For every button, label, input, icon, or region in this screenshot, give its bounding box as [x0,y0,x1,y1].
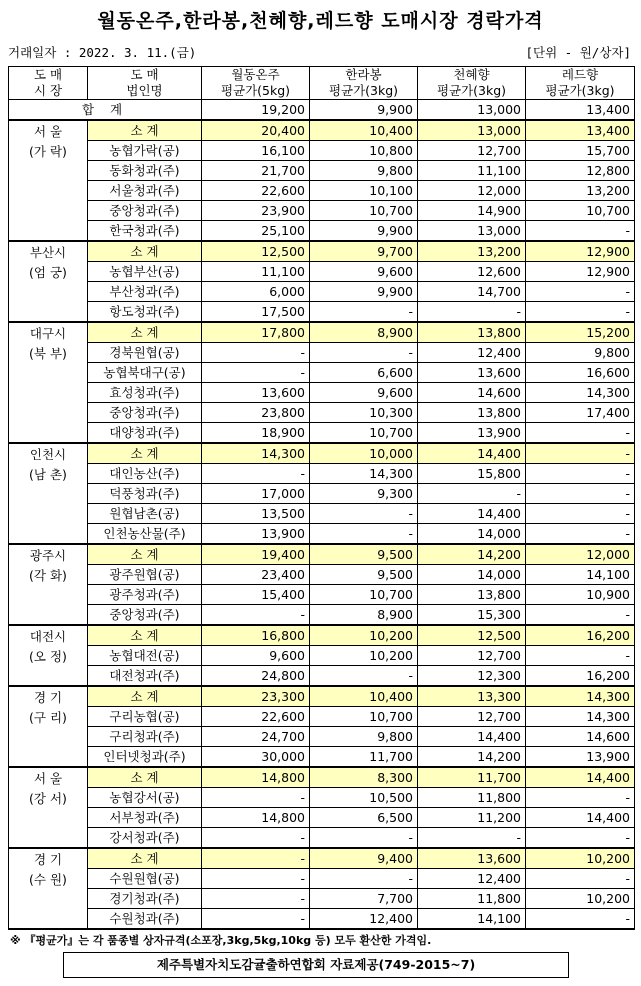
corp-name: 중앙청과(주) [88,403,202,423]
price-cell: - [526,484,635,504]
price-cell: 6,500 [310,808,418,828]
price-cell: 30,000 [202,747,310,768]
price-cell: 9,800 [310,161,418,181]
price-cell: 22,600 [202,707,310,727]
table-row [9,707,635,727]
subtotal-row [9,443,635,464]
header-row [9,67,635,100]
price-cell: 11,100 [418,161,526,181]
header-market: 도 매 시 장 [9,67,88,100]
table-row [9,788,635,808]
table-row [9,363,635,383]
price-cell: 10,100 [310,181,418,201]
corp-name: 소 계 [88,686,202,707]
price-cell: 9,900 [310,282,418,302]
price-cell: 12,800 [526,161,635,181]
corp-name: 소 계 [88,848,202,869]
price-cell: 14,200 [418,747,526,768]
market-cell [9,686,88,767]
price-cell: 9,900 [310,221,418,242]
table-row [9,605,635,626]
market-name: 대전시 [29,629,67,644]
total-value: 13,000 [418,100,526,121]
price-cell: 14,400 [526,808,635,828]
price-cell: 16,100 [202,141,310,161]
price-cell: 17,400 [526,403,635,423]
price-cell: 14,200 [418,544,526,565]
market-name: 경 기 [33,690,63,705]
price-cell: 10,700 [310,201,418,221]
subtotal-row [9,322,635,343]
price-cell: 20,400 [202,120,310,141]
price-cell: - [526,788,635,808]
price-cell: 12,900 [526,241,635,262]
total-value: 19,200 [202,100,310,121]
corp-name: 인터넷청과(주) [88,747,202,768]
price-cell: 12,600 [418,262,526,282]
market-name: 서 울 [33,771,63,786]
subtotal-row [9,767,635,788]
price-cell: 13,600 [202,383,310,403]
price-cell: - [526,828,635,849]
price-cell: 23,900 [202,201,310,221]
footnote: ※ 『평균가』는 각 품종별 상자규격(소포장,3kg,5kg,10kg 등) 모두 환산한 가격임. [10,934,432,947]
table-row [9,262,635,282]
table-row [9,484,635,504]
price-cell: - [310,524,418,545]
price-cell: 10,700 [310,585,418,605]
price-cell: 14,300 [526,383,635,403]
price-cell: - [202,869,310,889]
table-row [9,727,635,747]
unit-label: [단위 - 원/상자] [525,45,631,60]
market-name: 광주시 [29,548,67,563]
corp-name: 소 계 [88,322,202,343]
price-cell: 6,600 [310,363,418,383]
price-cell: - [526,504,635,524]
header-corp: 도 매 법인명 [88,67,202,100]
price-cell: 9,800 [526,343,635,363]
subtotal-row [9,848,635,869]
price-cell: 15,300 [418,605,526,626]
price-cell: 25,100 [202,221,310,242]
market-area: (남 촌) [29,467,67,482]
price-cell: - [526,443,635,464]
corp-name: 서울청과(주) [88,181,202,201]
price-cell: 12,700 [418,141,526,161]
price-cell: - [526,221,635,242]
subtotal-row [9,241,635,262]
price-cell: - [526,909,635,930]
price-cell: - [526,302,635,323]
price-cell: 14,400 [418,504,526,524]
price-cell: - [526,423,635,444]
price-cell: 10,900 [526,585,635,605]
price-cell: 12,400 [418,343,526,363]
price-cell: 6,000 [202,282,310,302]
price-cell: - [202,605,310,626]
market-area: (오 정) [29,649,67,664]
price-cell: 15,200 [526,322,635,343]
price-cell: 13,900 [526,747,635,768]
price-cell: - [526,282,635,302]
table-row [9,666,635,687]
total-value: 9,900 [310,100,418,121]
market-cell [9,848,88,929]
corp-name: 강서청과(주) [88,828,202,849]
corp-name: 농협강서(공) [88,788,202,808]
market-cell [9,443,88,544]
table-row [9,646,635,666]
price-cell: 11,200 [418,808,526,828]
price-cell: - [310,302,418,323]
price-cell: - [202,363,310,383]
corp-name: 대전청과(주) [88,666,202,687]
market-name: 인천시 [29,447,67,462]
total-value: 13,400 [526,100,635,121]
table-row [9,828,635,849]
price-cell: 14,100 [526,565,635,585]
subtotal-row [9,544,635,565]
price-cell: - [202,828,310,849]
subtotal-row [9,686,635,707]
price-cell: 13,200 [526,181,635,201]
table-row [9,282,635,302]
corp-name: 서부청과(주) [88,808,202,828]
table-row [9,909,635,930]
price-cell: 10,200 [526,848,635,869]
market-name: 대구시 [29,326,67,341]
corp-name: 동화청과(주) [88,161,202,181]
price-cell: 10,200 [310,625,418,646]
price-cell: - [202,848,310,869]
price-cell: 10,500 [310,788,418,808]
price-cell: 12,000 [526,544,635,565]
price-cell: 19,400 [202,544,310,565]
price-cell: 12,700 [418,707,526,727]
price-cell: 9,600 [310,262,418,282]
price-cell: - [310,869,418,889]
corp-name: 덕풍청과(주) [88,484,202,504]
price-cell: 16,800 [202,625,310,646]
corp-name: 중앙청과(주) [88,201,202,221]
table-row [9,464,635,484]
price-cell: 17,800 [202,322,310,343]
price-cell: 15,700 [526,141,635,161]
market-cell [9,120,88,241]
price-cell: 8,900 [310,605,418,626]
price-cell: 10,200 [310,646,418,666]
price-cell: 13,900 [418,423,526,444]
price-cell: 12,400 [310,909,418,930]
table-row [9,524,635,545]
corp-name: 대인농산(주) [88,464,202,484]
source-box: 제주특별자치도감귤출하연합회 자료제공(749-2015~7) [63,952,569,978]
price-cell: 14,300 [202,443,310,464]
price-cell: 8,300 [310,767,418,788]
price-cell: - [310,666,418,687]
price-cell: 13,600 [418,848,526,869]
price-cell: 9,400 [310,848,418,869]
price-cell: 10,200 [526,889,635,909]
price-cell: 14,300 [526,707,635,727]
price-cell: 9,800 [310,727,418,747]
corp-name: 농협부산(공) [88,262,202,282]
price-cell: 13,200 [418,241,526,262]
price-cell: - [310,828,418,849]
price-cell: 15,800 [418,464,526,484]
table-row [9,889,635,909]
subtotal-row [9,625,635,646]
price-cell: 14,300 [526,686,635,707]
price-cell: 14,700 [418,282,526,302]
market-area: (수 원) [29,872,67,887]
corp-name: 부산청과(주) [88,282,202,302]
price-cell: 14,000 [418,524,526,545]
market-name: 경 기 [33,852,63,867]
price-cell: 16,200 [526,666,635,687]
price-cell: 17,500 [202,302,310,323]
market-cell [9,544,88,625]
corp-name: 효성청과(주) [88,383,202,403]
price-cell: 14,100 [418,909,526,930]
price-cell: 7,700 [310,889,418,909]
table-row [9,161,635,181]
table-row [9,383,635,403]
price-cell: 17,000 [202,484,310,504]
header-hallabong: 한라봉 평균가(3kg) [310,67,418,100]
price-cell: - [310,343,418,363]
price-cell: 14,400 [418,443,526,464]
price-cell: 10,700 [310,423,418,444]
price-cell: 14,800 [202,808,310,828]
corp-name: 대양청과(주) [88,423,202,444]
table-row [9,201,635,221]
price-cell: 13,800 [418,403,526,423]
price-cell: - [202,464,310,484]
market-area: (각 화) [29,568,67,583]
price-cell: - [418,302,526,323]
table-row [9,565,635,585]
price-cell: 9,600 [310,383,418,403]
price-cell: 14,400 [418,727,526,747]
price-cell: 14,300 [310,464,418,484]
price-cell: 11,700 [418,767,526,788]
price-cell: - [526,524,635,545]
price-cell: 13,600 [418,363,526,383]
price-cell: 14,800 [202,767,310,788]
table-row [9,808,635,828]
price-cell: 11,100 [202,262,310,282]
corp-name: 중앙청과(주) [88,605,202,626]
corp-name: 소 계 [88,544,202,565]
price-cell: 16,600 [526,363,635,383]
market-area: (구 리) [29,710,67,725]
market-cell [9,322,88,443]
corp-name: 소 계 [88,767,202,788]
price-cell: 10,800 [310,141,418,161]
table-row [9,343,635,363]
corp-name: 원협남촌(공) [88,504,202,524]
price-cell: 24,800 [202,666,310,687]
price-cell: 10,000 [310,443,418,464]
corp-name: 소 계 [88,241,202,262]
corp-name: 경기청과(주) [88,889,202,909]
table-row [9,221,635,242]
corp-name: 경북원협(공) [88,343,202,363]
table-row [9,504,635,524]
price-cell: - [310,504,418,524]
price-cell: 10,400 [310,120,418,141]
price-cell: 9,500 [310,565,418,585]
price-cell: 9,300 [310,484,418,504]
price-cell: 12,700 [418,646,526,666]
price-cell: 10,700 [310,707,418,727]
price-cell: 11,700 [310,747,418,768]
header-cheonhyehyang: 천혜향 평균가(3kg) [418,67,526,100]
header-redhyang: 레드향 평균가(3kg) [526,67,635,100]
price-cell: - [202,343,310,363]
table-row [9,869,635,889]
price-cell: 12,500 [202,241,310,262]
price-cell: 13,800 [418,585,526,605]
table-row [9,302,635,323]
price-cell: - [526,646,635,666]
price-cell: 13,500 [202,504,310,524]
trade-date: 거래일자 : 2022. 3. 11.(금) [8,45,197,60]
table-row [9,585,635,605]
corp-name: 광주원협(공) [88,565,202,585]
corp-name: 인천농산물(주) [88,524,202,545]
table-row [9,181,635,201]
total-row [9,100,635,121]
market-area: (가 락) [29,144,67,159]
price-cell: 11,800 [418,889,526,909]
price-cell: 13,000 [418,120,526,141]
price-cell: 14,400 [526,767,635,788]
price-cell: 13,900 [202,524,310,545]
table-row [9,141,635,161]
corp-name: 소 계 [88,120,202,141]
price-cell: - [418,484,526,504]
market-name: 서 울 [33,124,63,139]
table-row [9,423,635,444]
price-cell: 10,400 [310,686,418,707]
price-cell: - [202,788,310,808]
price-cell: 12,500 [418,625,526,646]
price-cell: 12,300 [418,666,526,687]
page-title: 월동온주,한라봉,천혜향,레드향 도매시장 경락가격 [97,10,544,32]
corp-name: 구리농협(공) [88,707,202,727]
corp-name: 수원청과(주) [88,909,202,930]
price-cell: 13,300 [418,686,526,707]
price-cell: 9,700 [310,241,418,262]
price-cell: 9,600 [202,646,310,666]
price-cell: 11,800 [418,788,526,808]
price-cell: 21,700 [202,161,310,181]
corp-name: 광주청과(주) [88,585,202,605]
price-cell: 14,900 [418,201,526,221]
price-cell: 8,900 [310,322,418,343]
market-area: (북 부) [29,346,67,361]
subtotal-row [9,120,635,141]
corp-name: 수원원협(공) [88,869,202,889]
price-cell: 10,700 [526,201,635,221]
price-cell: 23,400 [202,565,310,585]
price-cell: 12,000 [418,181,526,201]
price-cell: 13,800 [418,322,526,343]
price-cell: 14,600 [526,727,635,747]
market-cell [9,767,88,848]
header-mandarin: 월동온주 평균가(5kg) [202,67,310,100]
corp-name: 농협북대구(공) [88,363,202,383]
price-cell: 23,800 [202,403,310,423]
price-cell: 14,000 [418,565,526,585]
price-cell: - [202,889,310,909]
total-label: 합 계 [9,100,202,121]
price-cell: - [526,869,635,889]
price-cell: 13,400 [526,120,635,141]
price-cell: 16,200 [526,625,635,646]
table-row [9,403,635,423]
market-cell [9,625,88,686]
price-cell: 14,600 [418,383,526,403]
corp-name: 소 계 [88,625,202,646]
corp-name: 항도청과(주) [88,302,202,323]
price-cell: - [526,605,635,626]
corp-name: 농협대전(공) [88,646,202,666]
price-cell: 18,900 [202,423,310,444]
market-area: (엄 궁) [29,265,67,280]
market-area: (강 서) [29,791,67,806]
price-cell: 22,600 [202,181,310,201]
price-cell: 9,500 [310,544,418,565]
corp-name: 농협가락(공) [88,141,202,161]
price-table [8,66,635,930]
price-cell: 13,000 [418,221,526,242]
price-cell: 12,400 [418,869,526,889]
price-cell: 12,900 [526,262,635,282]
price-cell: 15,400 [202,585,310,605]
market-cell [9,241,88,322]
table-row [9,747,635,768]
price-cell: 10,300 [310,403,418,423]
corp-name: 구리청과(주) [88,727,202,747]
market-name: 부산시 [29,245,67,260]
price-cell: - [202,909,310,930]
price-cell: 24,700 [202,727,310,747]
price-cell: - [526,464,635,484]
corp-name: 소 계 [88,443,202,464]
corp-name: 한국청과(주) [88,221,202,242]
price-cell: 23,300 [202,686,310,707]
price-cell: - [418,828,526,849]
